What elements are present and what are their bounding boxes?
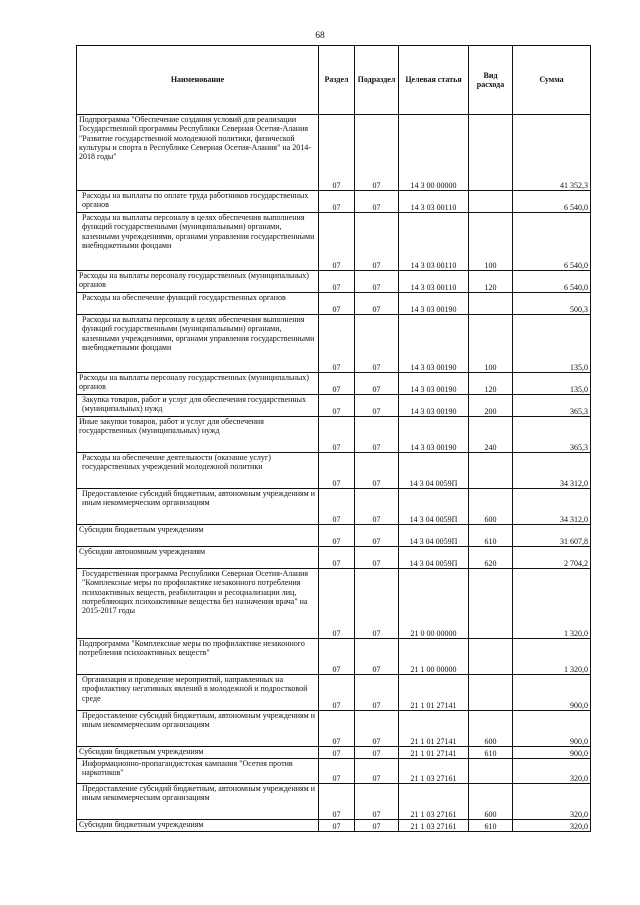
table-row [77,759,591,784]
cell-kind [469,675,513,711]
cell-target: 21 1 03 27161 [399,759,469,784]
cell-name: Предоставление субсидий бюджетным, автономным учреждениям и иным некоммерческим организациям [77,489,319,525]
cell-subsection: 07 [355,569,399,639]
cell-section: 07 [319,115,355,191]
header-section: Раздел [319,46,355,115]
table-row [77,417,591,453]
cell-name: Субсидии бюджетным учреждениям [77,820,319,832]
table-body [77,115,591,832]
cell-kind: 100 [469,315,513,373]
cell-section: 07 [319,569,355,639]
cell-name: Подпрограмма "Обеспечение создания условий для реализации Государственной программы Республики Северная Осетия-Алания "Развитие государственной молодежной политики, физической культуры и спорта в Республике Северная Осетия-Алания" на 2014-2018 годы" [77,115,319,191]
table-row [77,820,591,832]
cell-target: 14 3 04 0059П [399,525,469,547]
table-row [77,784,591,820]
cell-name: Расходы на выплаты персоналу в целях обеспечения выполнения функций государственными (муниципальными) органами, казенными учреждениями, органами управления государственными внебюджетными фондами [77,315,319,373]
cell-sum: 31 607,8 [513,525,591,547]
cell-subsection: 07 [355,417,399,453]
cell-sum: 41 352,3 [513,115,591,191]
cell-kind: 100 [469,213,513,271]
cell-subsection: 07 [355,747,399,759]
cell-section: 07 [319,747,355,759]
table-row [77,213,591,271]
cell-sum: 6 540,0 [513,213,591,271]
cell-kind: 610 [469,525,513,547]
cell-subsection: 07 [355,373,399,395]
cell-sum: 34 312,0 [513,453,591,489]
cell-subsection: 07 [355,271,399,293]
cell-section: 07 [319,639,355,675]
cell-section: 07 [319,525,355,547]
cell-sum: 320,0 [513,759,591,784]
table-row [77,711,591,747]
cell-name: Информационно-пропагандистская кампания "Осетия против наркотиков" [77,759,319,784]
cell-target: 21 1 01 27141 [399,747,469,759]
cell-name: Субсидии автономным учреждениям [77,547,319,569]
cell-subsection: 07 [355,395,399,417]
cell-sum: 320,0 [513,820,591,832]
cell-target: 14 3 03 00190 [399,315,469,373]
table-row [77,639,591,675]
table-row [77,747,591,759]
cell-subsection: 07 [355,489,399,525]
cell-sum: 365,3 [513,395,591,417]
cell-subsection: 07 [355,820,399,832]
cell-section: 07 [319,489,355,525]
cell-sum: 1 320,0 [513,569,591,639]
cell-kind: 600 [469,784,513,820]
cell-sum: 34 312,0 [513,489,591,525]
table-row [77,489,591,525]
cell-target: 21 1 03 27161 [399,820,469,832]
cell-target: 14 3 04 0059П [399,547,469,569]
cell-subsection: 07 [355,453,399,489]
table-row [77,373,591,395]
cell-target: 14 3 03 00190 [399,293,469,315]
table-row [77,569,591,639]
cell-name: Закупка товаров, работ и услуг для обеспечения государственных (муниципальных) нужд [77,395,319,417]
table-row [77,395,591,417]
cell-subsection: 07 [355,547,399,569]
cell-name: Расходы на выплаты персоналу государственных (муниципальных) органов [77,373,319,395]
cell-target: 21 0 00 00000 [399,569,469,639]
cell-kind [469,759,513,784]
cell-kind: 600 [469,711,513,747]
cell-target: 14 3 03 00190 [399,417,469,453]
cell-section: 07 [319,453,355,489]
cell-sum: 900,0 [513,675,591,711]
cell-sum: 6 540,0 [513,191,591,213]
cell-name: Субсидии бюджетным учреждениям [77,747,319,759]
cell-section: 07 [319,711,355,747]
cell-target: 21 1 03 27161 [399,784,469,820]
cell-subsection: 07 [355,639,399,675]
cell-kind: 600 [469,489,513,525]
cell-sum: 1 320,0 [513,639,591,675]
cell-sum: 135,0 [513,315,591,373]
cell-sum: 320,0 [513,784,591,820]
table-row [77,675,591,711]
table-row [77,271,591,293]
cell-subsection: 07 [355,675,399,711]
cell-name: Расходы на выплаты персоналу в целях обеспечения выполнения функций государственными (муниципальными) органами, казенными учреждениями, органами управления государственными внебюджетными фондами [77,213,319,271]
cell-kind [469,115,513,191]
cell-name: Расходы на выплаты по оплате труда работников государственных органов [77,191,319,213]
cell-subsection: 07 [355,213,399,271]
cell-target: 21 1 01 27141 [399,675,469,711]
cell-section: 07 [319,315,355,373]
cell-sum: 6 540,0 [513,271,591,293]
cell-subsection: 07 [355,191,399,213]
cell-section: 07 [319,293,355,315]
budget-table [76,45,591,832]
cell-name: Расходы на выплаты персоналу государственных (муниципальных) органов [77,271,319,293]
table-row [77,525,591,547]
cell-subsection: 07 [355,115,399,191]
cell-sum: 900,0 [513,711,591,747]
table-row [77,453,591,489]
table-header-row [77,46,591,115]
cell-target: 14 3 00 00000 [399,115,469,191]
cell-kind [469,639,513,675]
table-row [77,293,591,315]
cell-kind: 620 [469,547,513,569]
cell-target: 21 1 00 00000 [399,639,469,675]
cell-target: 14 3 04 0059П [399,453,469,489]
cell-target: 14 3 03 00110 [399,213,469,271]
cell-target: 14 3 03 00110 [399,271,469,293]
cell-subsection: 07 [355,525,399,547]
cell-name: Субсидии бюджетным учреждениям [77,525,319,547]
cell-section: 07 [319,820,355,832]
cell-sum: 135,0 [513,373,591,395]
cell-subsection: 07 [355,711,399,747]
table-row [77,115,591,191]
cell-section: 07 [319,784,355,820]
cell-target: 14 3 03 00190 [399,395,469,417]
cell-kind: 610 [469,747,513,759]
cell-sum: 365,3 [513,417,591,453]
cell-name: Расходы на обеспечение функций государственных органов [77,293,319,315]
header-target: Целевая статья [399,46,469,115]
table-row [77,315,591,373]
cell-name: Государственная программа Республики Северная Осетия-Алания "Комплексные меры по профилактике незаконного потребления психоактивных веществ, реабилитации и ресоциализации лиц, потребляющих психоактивные вещества без назначения врача" на 2015-2017 годы [77,569,319,639]
table-row [77,547,591,569]
cell-subsection: 07 [355,293,399,315]
cell-section: 07 [319,759,355,784]
cell-name: Расходы на обеспечение деятельности (оказание услуг) государственных учреждений молодежной политики [77,453,319,489]
cell-name: Предоставление субсидий бюджетным, автономным учреждениям и иным некоммерческим организациям [77,711,319,747]
cell-sum: 500,3 [513,293,591,315]
cell-subsection: 07 [355,784,399,820]
header-name: Наименование [77,46,319,115]
cell-target: 14 3 04 0059П [399,489,469,525]
cell-kind: 200 [469,395,513,417]
cell-section: 07 [319,271,355,293]
cell-section: 07 [319,675,355,711]
cell-kind [469,453,513,489]
cell-name: Иные закупки товаров, работ и услуг для обеспечения государственных (муниципальных) нужд [77,417,319,453]
cell-section: 07 [319,191,355,213]
cell-section: 07 [319,373,355,395]
cell-subsection: 07 [355,315,399,373]
cell-sum: 900,0 [513,747,591,759]
cell-section: 07 [319,213,355,271]
cell-target: 21 1 01 27141 [399,711,469,747]
cell-name: Организация и проведение мероприятий, направленных на профилактику негативных явлений в молодежной и подростковой среде [77,675,319,711]
table-row [77,191,591,213]
cell-kind: 120 [469,271,513,293]
cell-sum: 2 704,2 [513,547,591,569]
cell-target: 14 3 03 00110 [399,191,469,213]
header-subsection: Подраздел [355,46,399,115]
header-sum: Сумма [513,46,591,115]
header-kind: Вид расхода [469,46,513,115]
cell-section: 07 [319,547,355,569]
page-number: 68 [315,31,325,41]
cell-section: 07 [319,417,355,453]
cell-name: Подпрограмма "Комплексные меры по профилактике незаконного потребления психоактивных веществ" [77,639,319,675]
cell-kind: 610 [469,820,513,832]
cell-kind: 120 [469,373,513,395]
cell-kind [469,293,513,315]
cell-subsection: 07 [355,759,399,784]
cell-name: Предоставление субсидий бюджетным, автономным учреждениям и иным некоммерческим организациям [77,784,319,820]
cell-section: 07 [319,395,355,417]
cell-kind: 240 [469,417,513,453]
cell-kind [469,191,513,213]
cell-kind [469,569,513,639]
cell-target: 14 3 03 00190 [399,373,469,395]
